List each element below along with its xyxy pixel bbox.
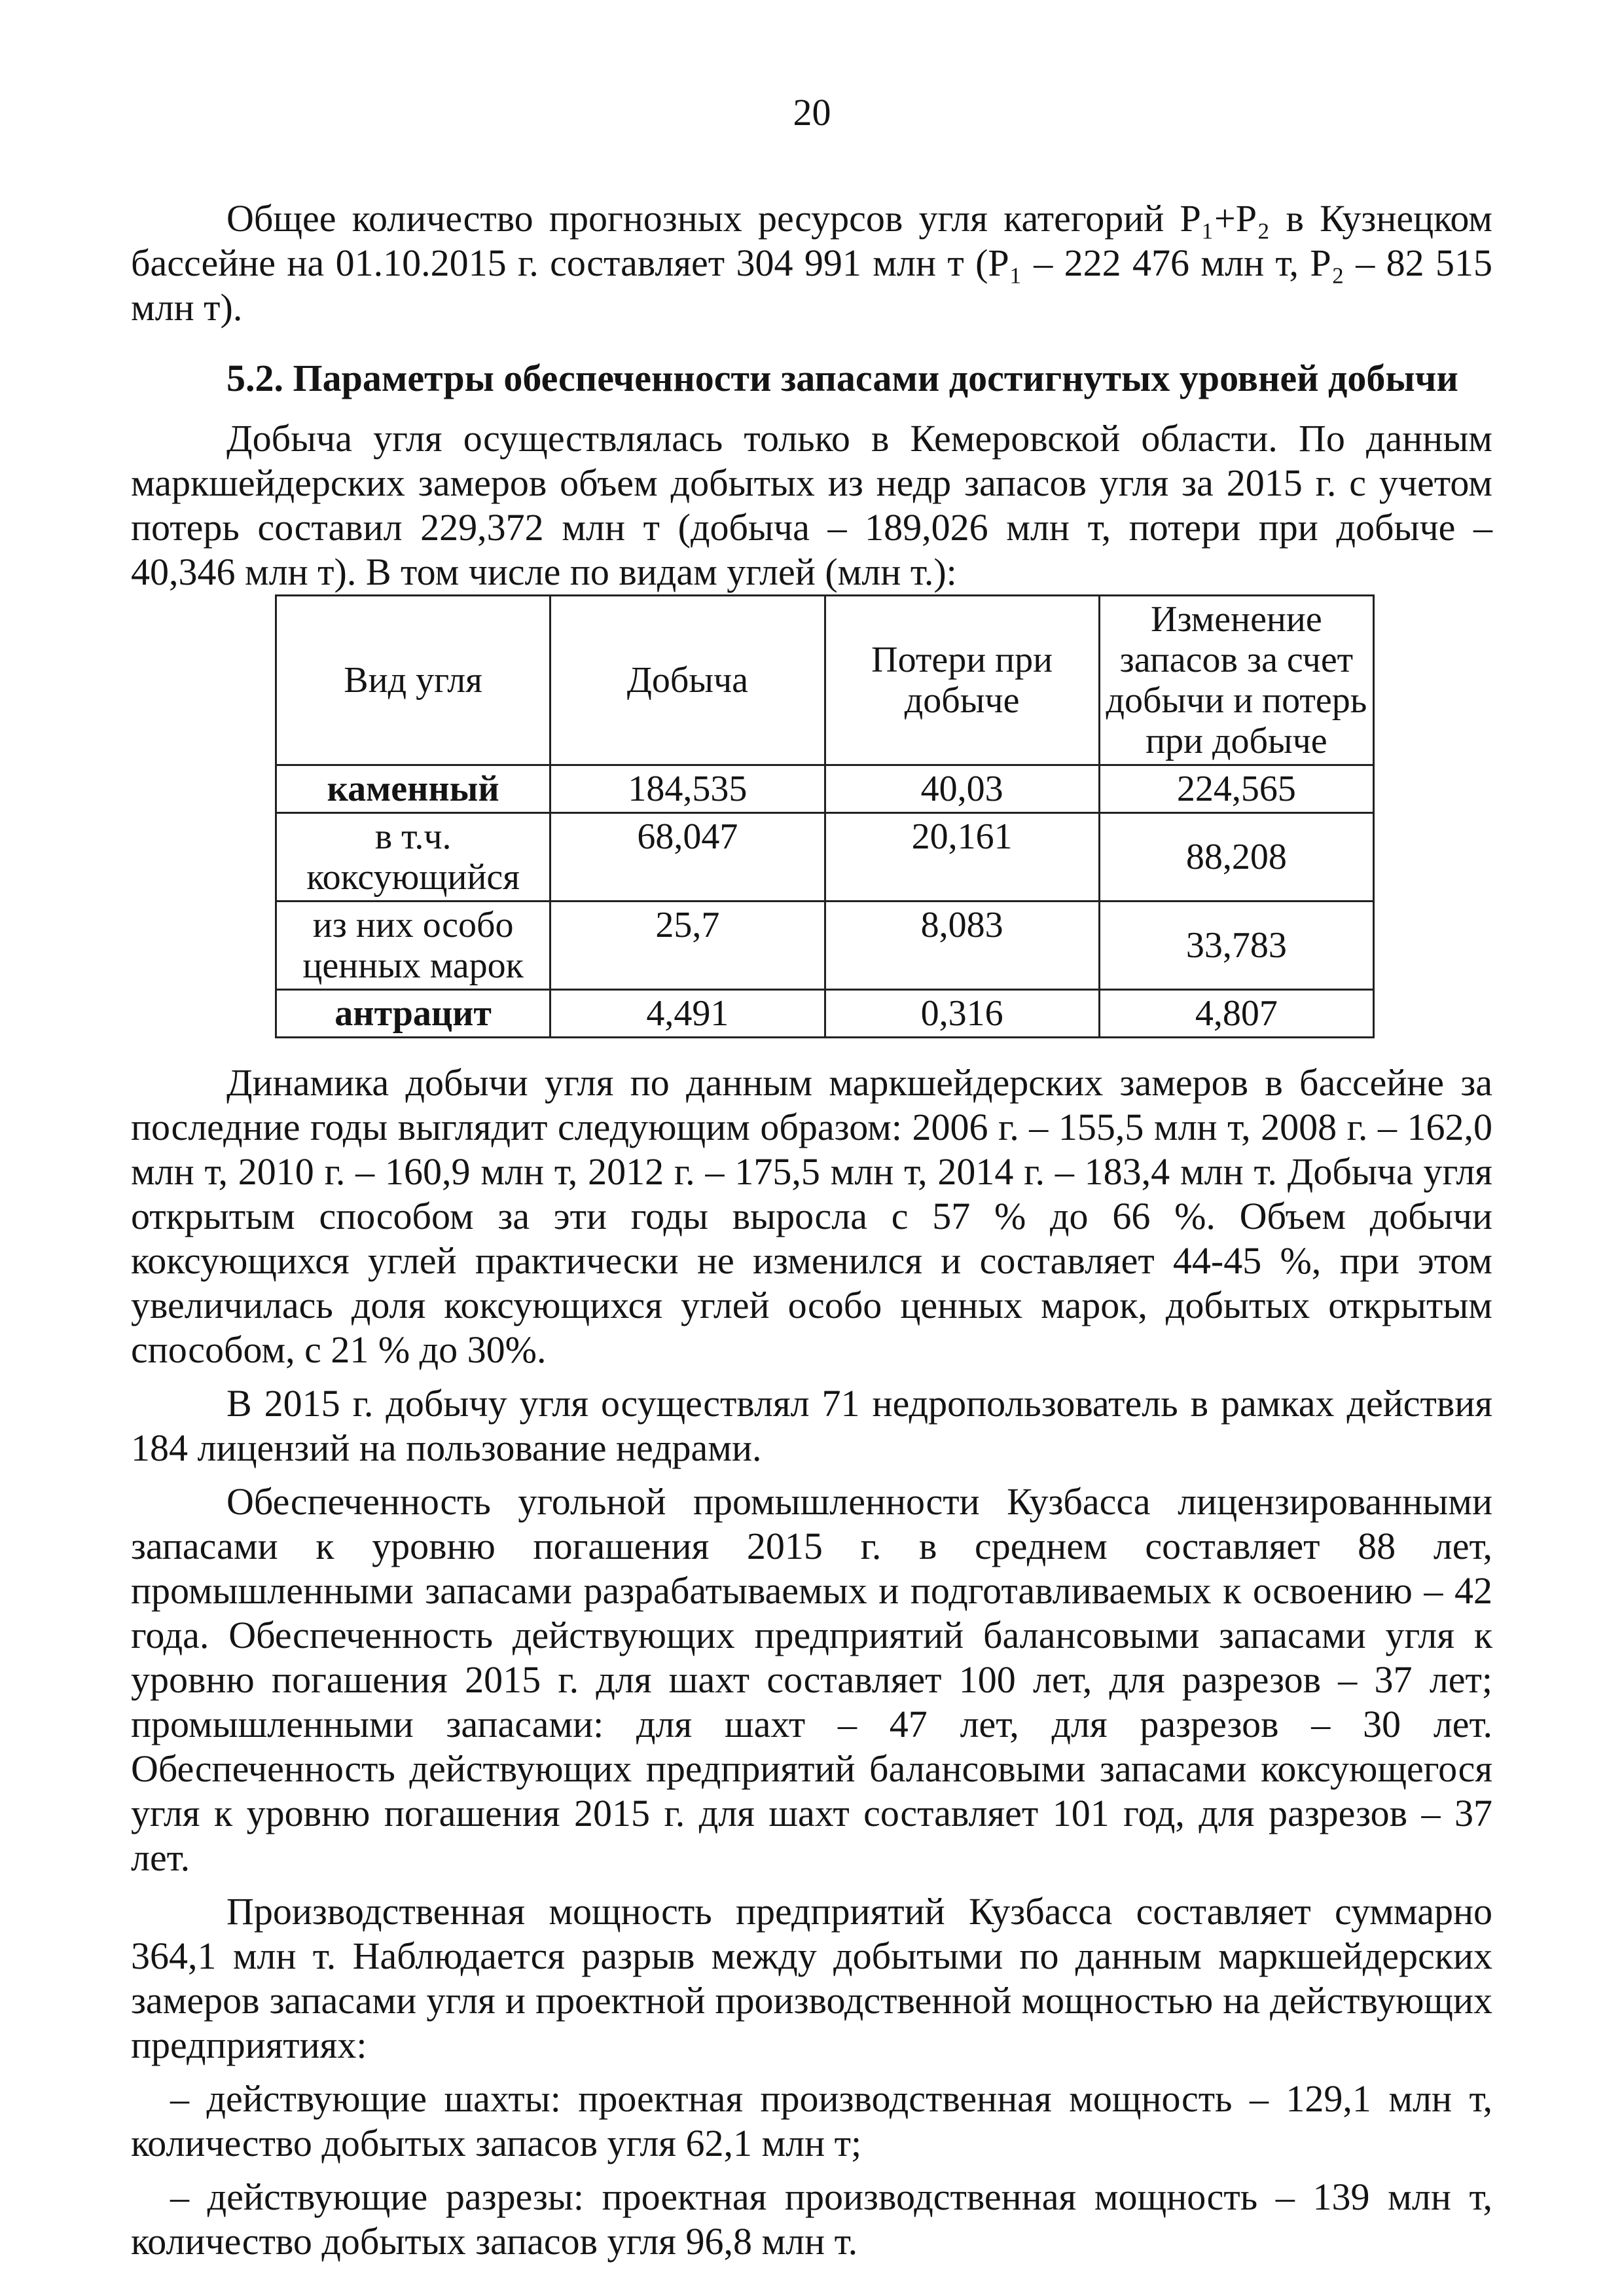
cell-mining: 4,491	[550, 990, 825, 1038]
paragraph-forecast-resources: Общее количество прогнозных ресурсов угля категорий P₁+P₂ в Кузнецком бассейне на 01.10.2015 г. составляет 304 991 млн т (P₁ – 222 476 млн т, P₂ – 82 515 млн т).	[131, 197, 1492, 329]
paragraph-reserve-sufficiency: Обеспеченность угольной промышленности Кузбасса лицензированными запасами к уровню погашения 2015 г. в среднем составляет 88 лет, промышленными запасами разрабатываемых и подготавливаемых к освоению – 42 года. Обеспеченность действующих предприятий балансовыми запасами угля к уровню погашения 2015 г. для шахт составляет 100 лет, для разрезов – 37 лет; промышленными запасами: для шахт – 47 лет, для разрезов – 30 лет. Обеспеченность действующих предприятий балансовыми запасами коксующегося угля к уровню погашения 2015 г. для шахт составляет 101 год, для разрезов – 37 лет.	[131, 1480, 1492, 1879]
header-reserve-change: Изменение запасов за счет добычи и потерь при добыче	[1099, 596, 1373, 765]
cell-losses: 0,316	[825, 990, 1099, 1038]
page-content	[131, 196, 1492, 2264]
cell-losses: 8,083	[825, 902, 1099, 990]
page-number: 20	[793, 91, 831, 134]
cell-reserve-change: 4,807	[1099, 990, 1373, 1038]
cell-coal-type: из них особо ценных марок	[276, 902, 550, 990]
table-row	[276, 990, 1374, 1038]
paragraph-mining-dynamics: Динамика добычи угля по данным маркшейдерских замеров в бассейне за последние годы выглядит следующим образом: 2006 г. – 155,5 млн т, 2008 г. – 162,0 млн т, 2010 г. – 160,9 млн т, 2012 г. – 175,5 млн т, 2014 г. – 183,4 млн т. Добыча угля открытым способом за эти годы выросла с 57 % до 66 %. Объем добычи коксующихся углей практически не изменился и составляет 44-45 %, при этом увеличилась доля коксующихся углей особо ценных марок, добытых открытым способом, с 21 % до 30%.	[131, 1061, 1492, 1371]
cell-coal-type: антрацит	[276, 990, 550, 1038]
table-row	[276, 813, 1374, 902]
paragraph-mining-volume: Добыча угля осуществлялась только в Кемеровской области. По данным маркшейдерских замеров объем добытых из недр запасов угля за 2015 г. с учетом потерь составил 229,372 млн т (добыча – 189,026 млн т, потери при добыче – 40,346 млн т). В том числе по видам углей (млн т.):	[131, 417, 1492, 593]
cell-reserve-change: 224,565	[1099, 765, 1373, 813]
cell-losses: 40,03	[825, 765, 1099, 813]
list-item-open-pits: – действующие разрезы: проектная производственная мощность – 139 млн т, количество добытых запасов угля 96,8 млн т.	[131, 2176, 1492, 2263]
cell-coal-type: в т.ч. коксующийся	[276, 813, 550, 902]
paragraph-subsoil-users: В 2015 г. добычу угля осуществлял 71 недропользователь в рамках действия 184 лицензий на пользование недрами.	[131, 1382, 1492, 1469]
header-mining: Добыча	[550, 596, 825, 765]
coal-mining-table	[275, 594, 1375, 1038]
cell-losses: 20,161	[825, 813, 1099, 902]
cell-reserve-change: 33,783	[1099, 902, 1373, 990]
table-header-row	[276, 596, 1374, 765]
cell-coal-type: каменный	[276, 765, 550, 813]
cell-reserve-change: 88,208	[1099, 813, 1373, 902]
cell-mining: 184,535	[550, 765, 825, 813]
section-heading: 5.2. Параметры обеспеченности запасами достигнутых уровней добычи	[226, 357, 1458, 399]
list-item-mines: – действующие шахты: проектная производственная мощность – 129,1 млн т, количество добытых запасов угля 62,1 млн т;	[131, 2077, 1492, 2164]
header-coal-type: Вид угля	[276, 596, 550, 765]
cell-mining: 25,7	[550, 902, 825, 990]
paragraph-production-capacity: Производственная мощность предприятий Кузбасса составляет суммарно 364,1 млн т. Наблюдается разрыв между добытыми по данным маркшейдерских замеров запасами угля и проектной производственной мощностью на действующих предприятиях:	[131, 1890, 1492, 2066]
table-row	[276, 765, 1374, 813]
table-row	[276, 902, 1374, 990]
cell-mining: 68,047	[550, 813, 825, 902]
header-losses: Потери при добыче	[825, 596, 1099, 765]
